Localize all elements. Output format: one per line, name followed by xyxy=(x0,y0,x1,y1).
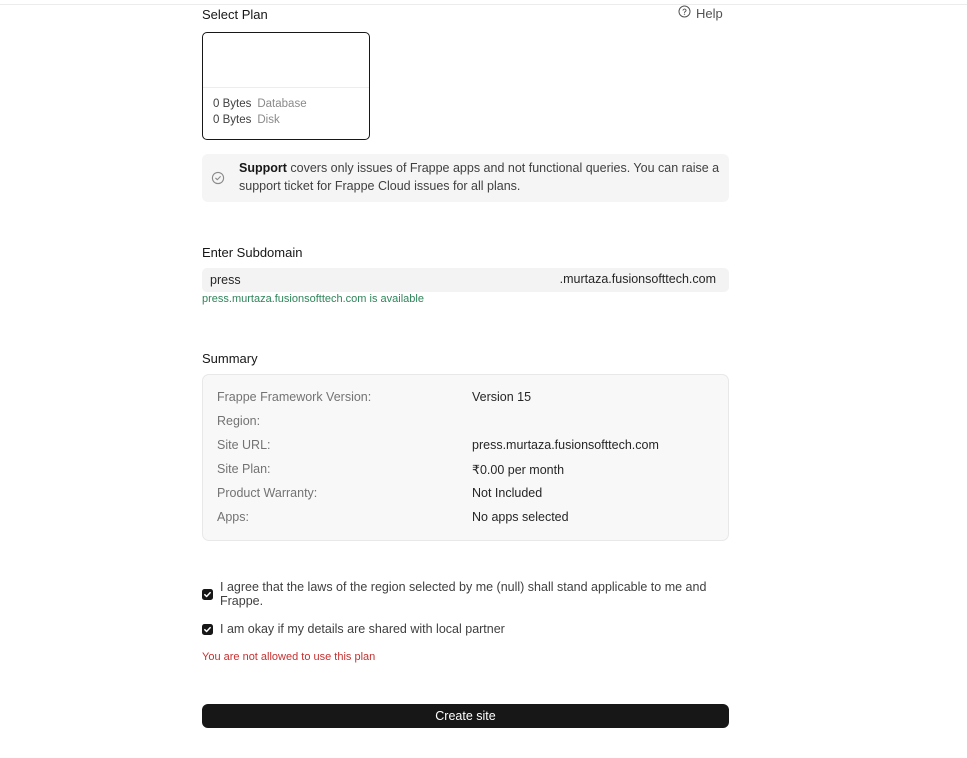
summary-value: ₹0.00 per month xyxy=(472,463,565,477)
plan-error-message: You are not allowed to use this plan xyxy=(202,651,376,663)
subdomain-field xyxy=(202,268,729,292)
summary-row xyxy=(203,462,728,480)
summary-row xyxy=(203,486,728,504)
subdomain-input[interactable] xyxy=(202,268,542,292)
plan-database-label: Database xyxy=(257,98,307,110)
plan-disk-spec xyxy=(213,114,280,126)
summary-row xyxy=(203,510,728,528)
support-bold: Support xyxy=(239,161,287,175)
summary-box xyxy=(202,374,729,541)
laws-agreement-label[interactable] xyxy=(220,580,706,608)
summary-label: Apps: xyxy=(217,510,249,524)
support-line-2: support ticket for Frappe Cloud issues for all plans. xyxy=(239,179,521,193)
help-circle-icon xyxy=(678,5,691,21)
help-label: Help xyxy=(696,5,723,21)
plan-card[interactable] xyxy=(202,32,370,140)
support-line-1: covers only issues of Frappe apps and not functional queries. You can raise a xyxy=(286,161,720,175)
summary-value: Version 15 xyxy=(472,390,532,404)
plan-database-value: 0 Bytes xyxy=(213,98,252,110)
summary-label: Site URL: xyxy=(217,438,271,452)
subdomain-availability: press.murtaza.fusionsofttech.com is available xyxy=(202,293,424,305)
create-site-button[interactable]: Create site xyxy=(202,704,729,728)
summary-row xyxy=(203,390,728,408)
summary-row xyxy=(203,414,728,432)
check-circle-icon xyxy=(211,171,225,185)
laws-line-1: I agree that the laws of the region selected by me (null) shall stand applicable to me and xyxy=(220,580,707,594)
plan-card-divider xyxy=(203,87,369,88)
summary-heading: Summary xyxy=(202,351,258,366)
support-notice xyxy=(202,154,729,202)
summary-label: Frappe Framework Version: xyxy=(217,390,372,404)
support-notice-text xyxy=(239,159,723,195)
laws-checkbox[interactable] xyxy=(202,589,213,600)
summary-value: No apps selected xyxy=(472,510,569,524)
subdomain-suffix: .murtaza.fusionsofttech.com xyxy=(559,272,716,286)
help-link[interactable] xyxy=(678,5,723,21)
summary-row xyxy=(203,438,728,456)
plan-disk-label: Disk xyxy=(257,114,280,126)
plan-database-spec xyxy=(213,98,307,110)
partner-agreement-label[interactable]: I am okay if my details are shared with local partner xyxy=(220,622,505,636)
summary-label: Product Warranty: xyxy=(217,486,318,500)
summary-label: Region: xyxy=(217,414,261,428)
subdomain-heading: Enter Subdomain xyxy=(202,245,303,260)
plan-disk-value: 0 Bytes xyxy=(213,114,252,126)
summary-label: Site Plan: xyxy=(217,462,271,476)
partner-checkbox[interactable] xyxy=(202,624,213,635)
summary-value: Not Included xyxy=(472,486,543,500)
checkmark-icon xyxy=(203,625,212,634)
top-divider xyxy=(0,4,967,5)
laws-line-2: Frappe. xyxy=(220,594,264,608)
checkmark-icon xyxy=(203,590,212,599)
select-plan-heading: Select Plan xyxy=(202,7,268,22)
summary-value: press.murtaza.fusionsofttech.com xyxy=(472,438,659,452)
